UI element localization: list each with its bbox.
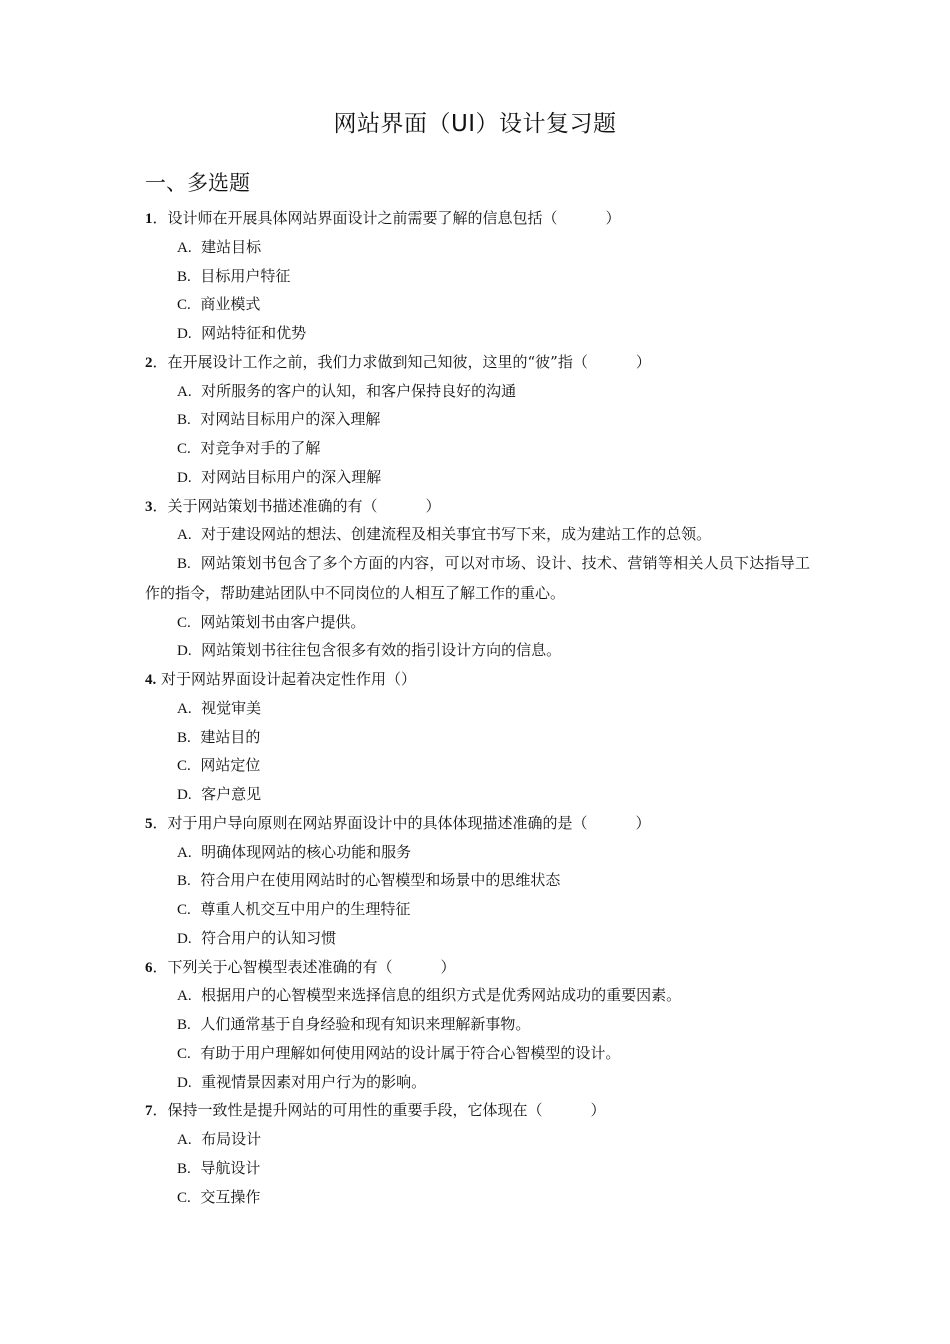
answer-option	[145, 520, 810, 549]
option-letter: D.	[177, 930, 192, 947]
question-stem	[145, 204, 810, 233]
option-letter: D.	[177, 469, 192, 486]
question-text: 对于网站界面设计起着决定性作用（）	[156, 670, 417, 688]
option-letter: D.	[177, 787, 192, 803]
option-text: 符合用户的认知习惯	[201, 928, 337, 947]
option-letter: B.	[177, 412, 191, 429]
answer-blank-close: ）	[635, 813, 651, 832]
answer-option	[145, 866, 810, 895]
question-list	[145, 204, 810, 1211]
option-letter: B.	[177, 1017, 191, 1033]
option-letter: C.	[177, 902, 191, 918]
option-text: 网站策划书由客户提供。	[200, 612, 366, 631]
option-letter: A.	[177, 1132, 192, 1148]
option-text: 重视情景因素对用户行为的影响。	[201, 1072, 427, 1091]
answer-option	[145, 405, 810, 434]
question-number: 7	[145, 1103, 153, 1120]
answer-option	[145, 608, 810, 637]
answer-option	[145, 838, 810, 867]
question-text: ．保持一致性是提升网站的可用性的重要手段，它体现在（	[152, 1101, 543, 1120]
question-text: ．在开展设计工作之前，我们力求做到知己知彼，这里的“彼”指（	[152, 352, 588, 371]
answer-option	[145, 895, 810, 924]
option-text: 商业模式	[200, 295, 261, 314]
section-heading: 一、多选题	[145, 171, 250, 195]
option-text: 网站定位	[200, 756, 261, 775]
option-text: 建站目标	[201, 237, 262, 256]
answer-option	[145, 924, 810, 953]
answer-option	[145, 1010, 810, 1039]
question-stem	[145, 953, 810, 982]
answer-option	[145, 377, 810, 406]
question-number: 1	[145, 211, 153, 227]
answer-option	[145, 434, 810, 463]
question-stem	[145, 348, 810, 377]
option-letter: C.	[177, 441, 191, 457]
option-letter: B.	[177, 729, 191, 746]
question-stem	[145, 1096, 810, 1125]
question-number: 5	[145, 815, 153, 832]
question-text: ．下列关于心智模型表述准确的有（	[152, 957, 393, 976]
answer-option	[145, 262, 810, 291]
answer-option	[145, 549, 810, 608]
option-letter: A.	[177, 527, 192, 544]
question-number: 3	[145, 498, 153, 515]
option-letter: D.	[177, 643, 192, 660]
option-text: 目标用户特征	[200, 266, 291, 285]
answer-option	[145, 1068, 810, 1097]
question-stem	[145, 809, 810, 838]
option-text: 对于建设网站的想法、创建流程及相关事宜书写下来，成为建站工作的总领。	[201, 525, 712, 544]
option-text: 人们通常基于自身经验和现有知识来理解新事物。	[200, 1015, 531, 1033]
answer-option	[145, 636, 810, 665]
answer-option	[145, 1125, 810, 1154]
answer-blank-close: ）	[635, 352, 651, 371]
option-text: 符合用户在使用网站时的心智模型和场景中的思维状态	[200, 871, 561, 890]
answer-option	[145, 1183, 810, 1212]
option-letter: C.	[177, 1189, 191, 1206]
question-number: 6	[145, 959, 153, 976]
question-text: ．对于用户导向原则在网站界面设计中的具体体现描述准确的是（	[152, 813, 588, 832]
option-text: 交互操作	[200, 1187, 261, 1206]
option-text: 明确体现网站的核心功能和服务	[201, 842, 412, 861]
option-text: 尊重人机交互中用户的生理特征	[200, 900, 411, 918]
question-text: ．设计师在开展具体网站界面设计之前需要了解的信息包括（	[152, 209, 558, 227]
answer-option	[145, 319, 810, 348]
option-text: 对网站目标用户的深入理解	[201, 467, 382, 486]
option-text: 网站策划书包含了多个方面的内容，可以对市场、设计、技术、营销等相关人员下达指导工作的指令，帮助建站团队中不同岗位的人相互了解工作的重心。	[145, 554, 810, 602]
option-letter: A.	[177, 239, 192, 256]
option-text: 根据用户的心智模型来选择信息的组织方式是优秀网站成功的重要因素。	[201, 986, 682, 1005]
answer-blank-close: ）	[590, 1101, 606, 1120]
option-text: 视觉审美	[201, 698, 262, 717]
answer-option	[145, 723, 810, 752]
option-letter: D.	[177, 326, 192, 342]
question-number: 4.	[145, 672, 157, 688]
answer-blank-close: ）	[605, 209, 621, 227]
answer-option	[145, 463, 810, 492]
option-text: 客户意见	[201, 785, 262, 803]
option-text: 建站目的	[200, 727, 261, 746]
answer-option	[145, 751, 810, 780]
answer-option	[145, 981, 810, 1010]
option-letter: B.	[177, 873, 191, 890]
option-letter: A.	[177, 988, 192, 1005]
option-letter: C.	[177, 1045, 191, 1062]
document-title: 网站界面（UI）设计复习题	[333, 111, 617, 137]
option-text: 有助于用户理解如何使用网站的设计属于符合心智模型的设计。	[200, 1043, 621, 1062]
answer-option	[145, 233, 810, 262]
answer-option	[145, 290, 810, 319]
question-stem	[145, 665, 810, 694]
question-number: 2	[145, 354, 153, 371]
option-text: 网站特征和优势	[201, 324, 307, 342]
option-letter: C.	[177, 297, 191, 314]
option-letter: B.	[177, 268, 191, 285]
option-letter: B.	[177, 1160, 191, 1177]
option-text: 布局设计	[201, 1130, 262, 1148]
answer-option	[145, 694, 810, 723]
answer-option	[145, 1154, 810, 1183]
answer-blank-close: ）	[425, 496, 441, 515]
option-letter: C.	[177, 614, 191, 631]
option-letter: A.	[177, 844, 192, 861]
answer-blank-close: ）	[440, 957, 456, 976]
option-text: 对竞争对手的了解	[200, 439, 321, 457]
option-letter: B.	[177, 556, 191, 572]
question-text: ．关于网站策划书描述准确的有（	[152, 496, 378, 515]
question-stem	[145, 492, 810, 521]
option-letter: C.	[177, 758, 191, 775]
option-text: 对网站目标用户的深入理解	[200, 410, 381, 429]
answer-option	[145, 780, 810, 809]
option-letter: A.	[177, 383, 192, 400]
option-letter: A.	[177, 700, 192, 717]
option-text: 对所服务的客户的认知，和客户保持良好的沟通	[201, 381, 517, 400]
option-text: 导航设计	[200, 1158, 261, 1177]
option-letter: D.	[177, 1074, 192, 1091]
option-text: 网站策划书往往包含很多有效的指引设计方向的信息。	[201, 641, 562, 660]
answer-option	[145, 1039, 810, 1068]
